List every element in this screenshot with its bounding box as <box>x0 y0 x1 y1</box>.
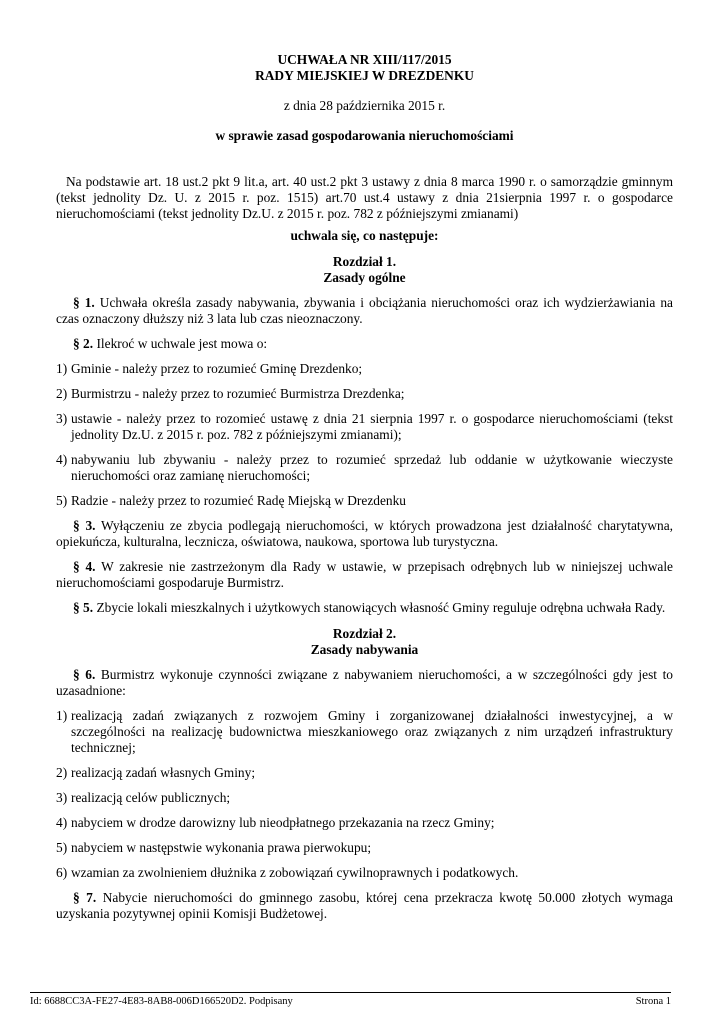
section-6 <box>56 667 673 699</box>
list-item <box>56 815 673 831</box>
list-item-number: 2) <box>56 765 68 780</box>
list-item <box>56 708 673 756</box>
list-item <box>56 765 673 781</box>
section-3-mark: § 3. <box>73 518 96 533</box>
section-2-mark: § 2. <box>73 336 94 351</box>
list-item <box>56 361 673 377</box>
list-item <box>56 452 673 484</box>
section-6-text: Burmistrz wykonuje czynności związane z nabywaniem nieruchomości, a w szczególności gdy jest to uzasadnione: <box>56 667 673 698</box>
section-3 <box>56 518 673 550</box>
list-item-text: realizacją celów publicznych; <box>71 790 231 805</box>
chapter-2-heading <box>56 626 673 658</box>
resolution-subject: w sprawie zasad gospodarowania nieruchomościami <box>215 128 514 143</box>
chapter-2-label: Rozdział 2. <box>332 626 397 641</box>
resolution-date: z dnia 28 października 2015 r. <box>283 98 446 113</box>
list-item <box>56 493 673 509</box>
list-item-text: wzamian za zwolnieniem dłużnika z zobowiązań cywilnoprawnych i podatkowych. <box>71 865 519 880</box>
list-item-text: Burmistrzu - należy przez to rozumieć Burmistrza Drezdenka; <box>71 386 405 401</box>
resolution-title <box>56 52 673 84</box>
list-item <box>56 840 673 856</box>
list-item-number: 4) <box>56 815 68 830</box>
list-item-text: nabywaniu lub zbywaniu - należy przez to rozumieć sprzedaż lub oddanie w użytkowanie wieczyste nieruchomości oraz zamianę nieruchomości; <box>71 452 673 483</box>
list-item-number: 1) <box>56 361 68 376</box>
section-5-mark: § 5. <box>73 600 94 615</box>
section-4 <box>56 559 673 591</box>
list-item-text: realizacją zadań własnych Gminy; <box>71 765 256 780</box>
chapter-2-title: Zasady nabywania <box>310 642 419 657</box>
list-item <box>56 386 673 402</box>
section-7 <box>56 890 673 922</box>
chapter-1-title: Zasady ogólne <box>323 270 406 285</box>
list-item-number: 5) <box>56 840 68 855</box>
list-item <box>56 865 673 881</box>
list-item-number: 1) <box>56 708 68 723</box>
section-2 <box>56 336 673 352</box>
council-name: RADY MIEJSKIEJ W DREZDENKU <box>255 68 474 83</box>
resolves-phrase: uchwala się, co następuje: <box>290 228 439 243</box>
section-7-mark: § 7. <box>73 890 97 905</box>
list-item-text: nabyciem w drodze darowizny lub nieodpłatnego przekazania na rzecz Gminy; <box>71 815 495 830</box>
page-number: Strona 1 <box>635 996 671 1007</box>
list-item-number: 2) <box>56 386 68 401</box>
list-item-number: 4) <box>56 452 68 467</box>
document-id: Id: 6688CC3A-FE27-4E83-8AB8-006D166520D2. Podpisany <box>30 996 293 1007</box>
list-item-number: 5) <box>56 493 68 508</box>
section-4-mark: § 4. <box>73 559 96 574</box>
section-7-text: Nabycie nieruchomości do gminnego zasobu, której cena przekracza kwotę 50.000 złotych wymaga uzyskania pozytywnej opinii Komisji Budżetowej. <box>56 890 673 921</box>
list-item <box>56 411 673 443</box>
section-1 <box>56 295 673 327</box>
chapter-1-label: Rozdział 1. <box>332 254 397 269</box>
footer-divider <box>30 992 671 993</box>
section-1-text: Uchwała określa zasady nabywania, zbywania i obciążania nieruchomości oraz ich wydzierżawiania na czas oznaczony dłuższy niż 3 lata lub czas nieoznaczony. <box>56 295 674 326</box>
section-5 <box>56 600 673 616</box>
resolution-number: UCHWAŁA NR XIII/117/2015 <box>277 52 452 67</box>
chapter-1-heading <box>56 254 673 286</box>
list-item-number: 3) <box>56 411 68 426</box>
section-2-list <box>56 361 673 509</box>
list-item-text: Gminie - należy przez to rozumieć Gminę Drezdenko; <box>71 361 363 376</box>
document-page <box>56 52 673 922</box>
section-6-mark: § 6. <box>73 667 96 682</box>
list-item-number: 6) <box>56 865 68 880</box>
list-item-text: Radzie - należy przez to rozumieć Radę Miejską w Drezdenku <box>71 493 406 508</box>
legal-basis: Na podstawie art. 18 ust.2 pkt 9 lit.a, art. 40 ust.2 pkt 3 ustawy z dnia 8 marca 1990 r. o samorządzie gminnym (tekst jednolity Dz. U. z 2015 r. poz. 1515) art.70 ust.4 ustawy z dnia 21sierpnia 1997 r. o gospodarce nieruchomościami (tekst jednolity Dz.U. z 2015 r. poz. 782 z późniejszymi zmianami) <box>56 174 673 221</box>
section-6-list <box>56 708 673 881</box>
list-item-text: ustawie - należy przez to rozomieć ustawę z dnia 21 sierpnia 1997 r. o gospodarce nieruchomościami (tekst jednolity Dz.U. z 2015 r. poz. 782 z późniejszymi zmianami); <box>71 411 673 442</box>
section-1-mark: § 1. <box>73 295 95 310</box>
section-4-text: W zakresie nie zastrzeżonym dla Rady w ustawie, w przepisach odrębnych lub w niniejszej uchwale nieruchomościami gospodaruje Burmistrz. <box>56 559 673 590</box>
section-3-text: Wyłączeniu ze zbycia podlegają nieruchomości, w których prowadzona jest działalność charytatywna, opiekuńcza, kulturalna, lecznicza, oświatowa, naukowa, sportowa lub turystyczna. <box>56 518 673 549</box>
list-item <box>56 790 673 806</box>
list-item-text: nabyciem w następstwie wykonania prawa pierwokupu; <box>71 840 372 855</box>
list-item-text: realizacją zadań związanych z rozwojem Gminy i zorganizowanej działalności inwestycyjnej, a w szczególności na realizację budownictwa mieszkaniowego oraz związanych z nim urządzeń infrastruktury technicznej; <box>71 708 673 755</box>
list-item-number: 3) <box>56 790 68 805</box>
section-2-text: Ilekroć w uchwale jest mowa o: <box>93 336 268 351</box>
section-5-text: Zbycie lokali mieszkalnych i użytkowych stanowiących własność Gminy reguluje odrębna uchwała Rady. <box>93 600 666 615</box>
